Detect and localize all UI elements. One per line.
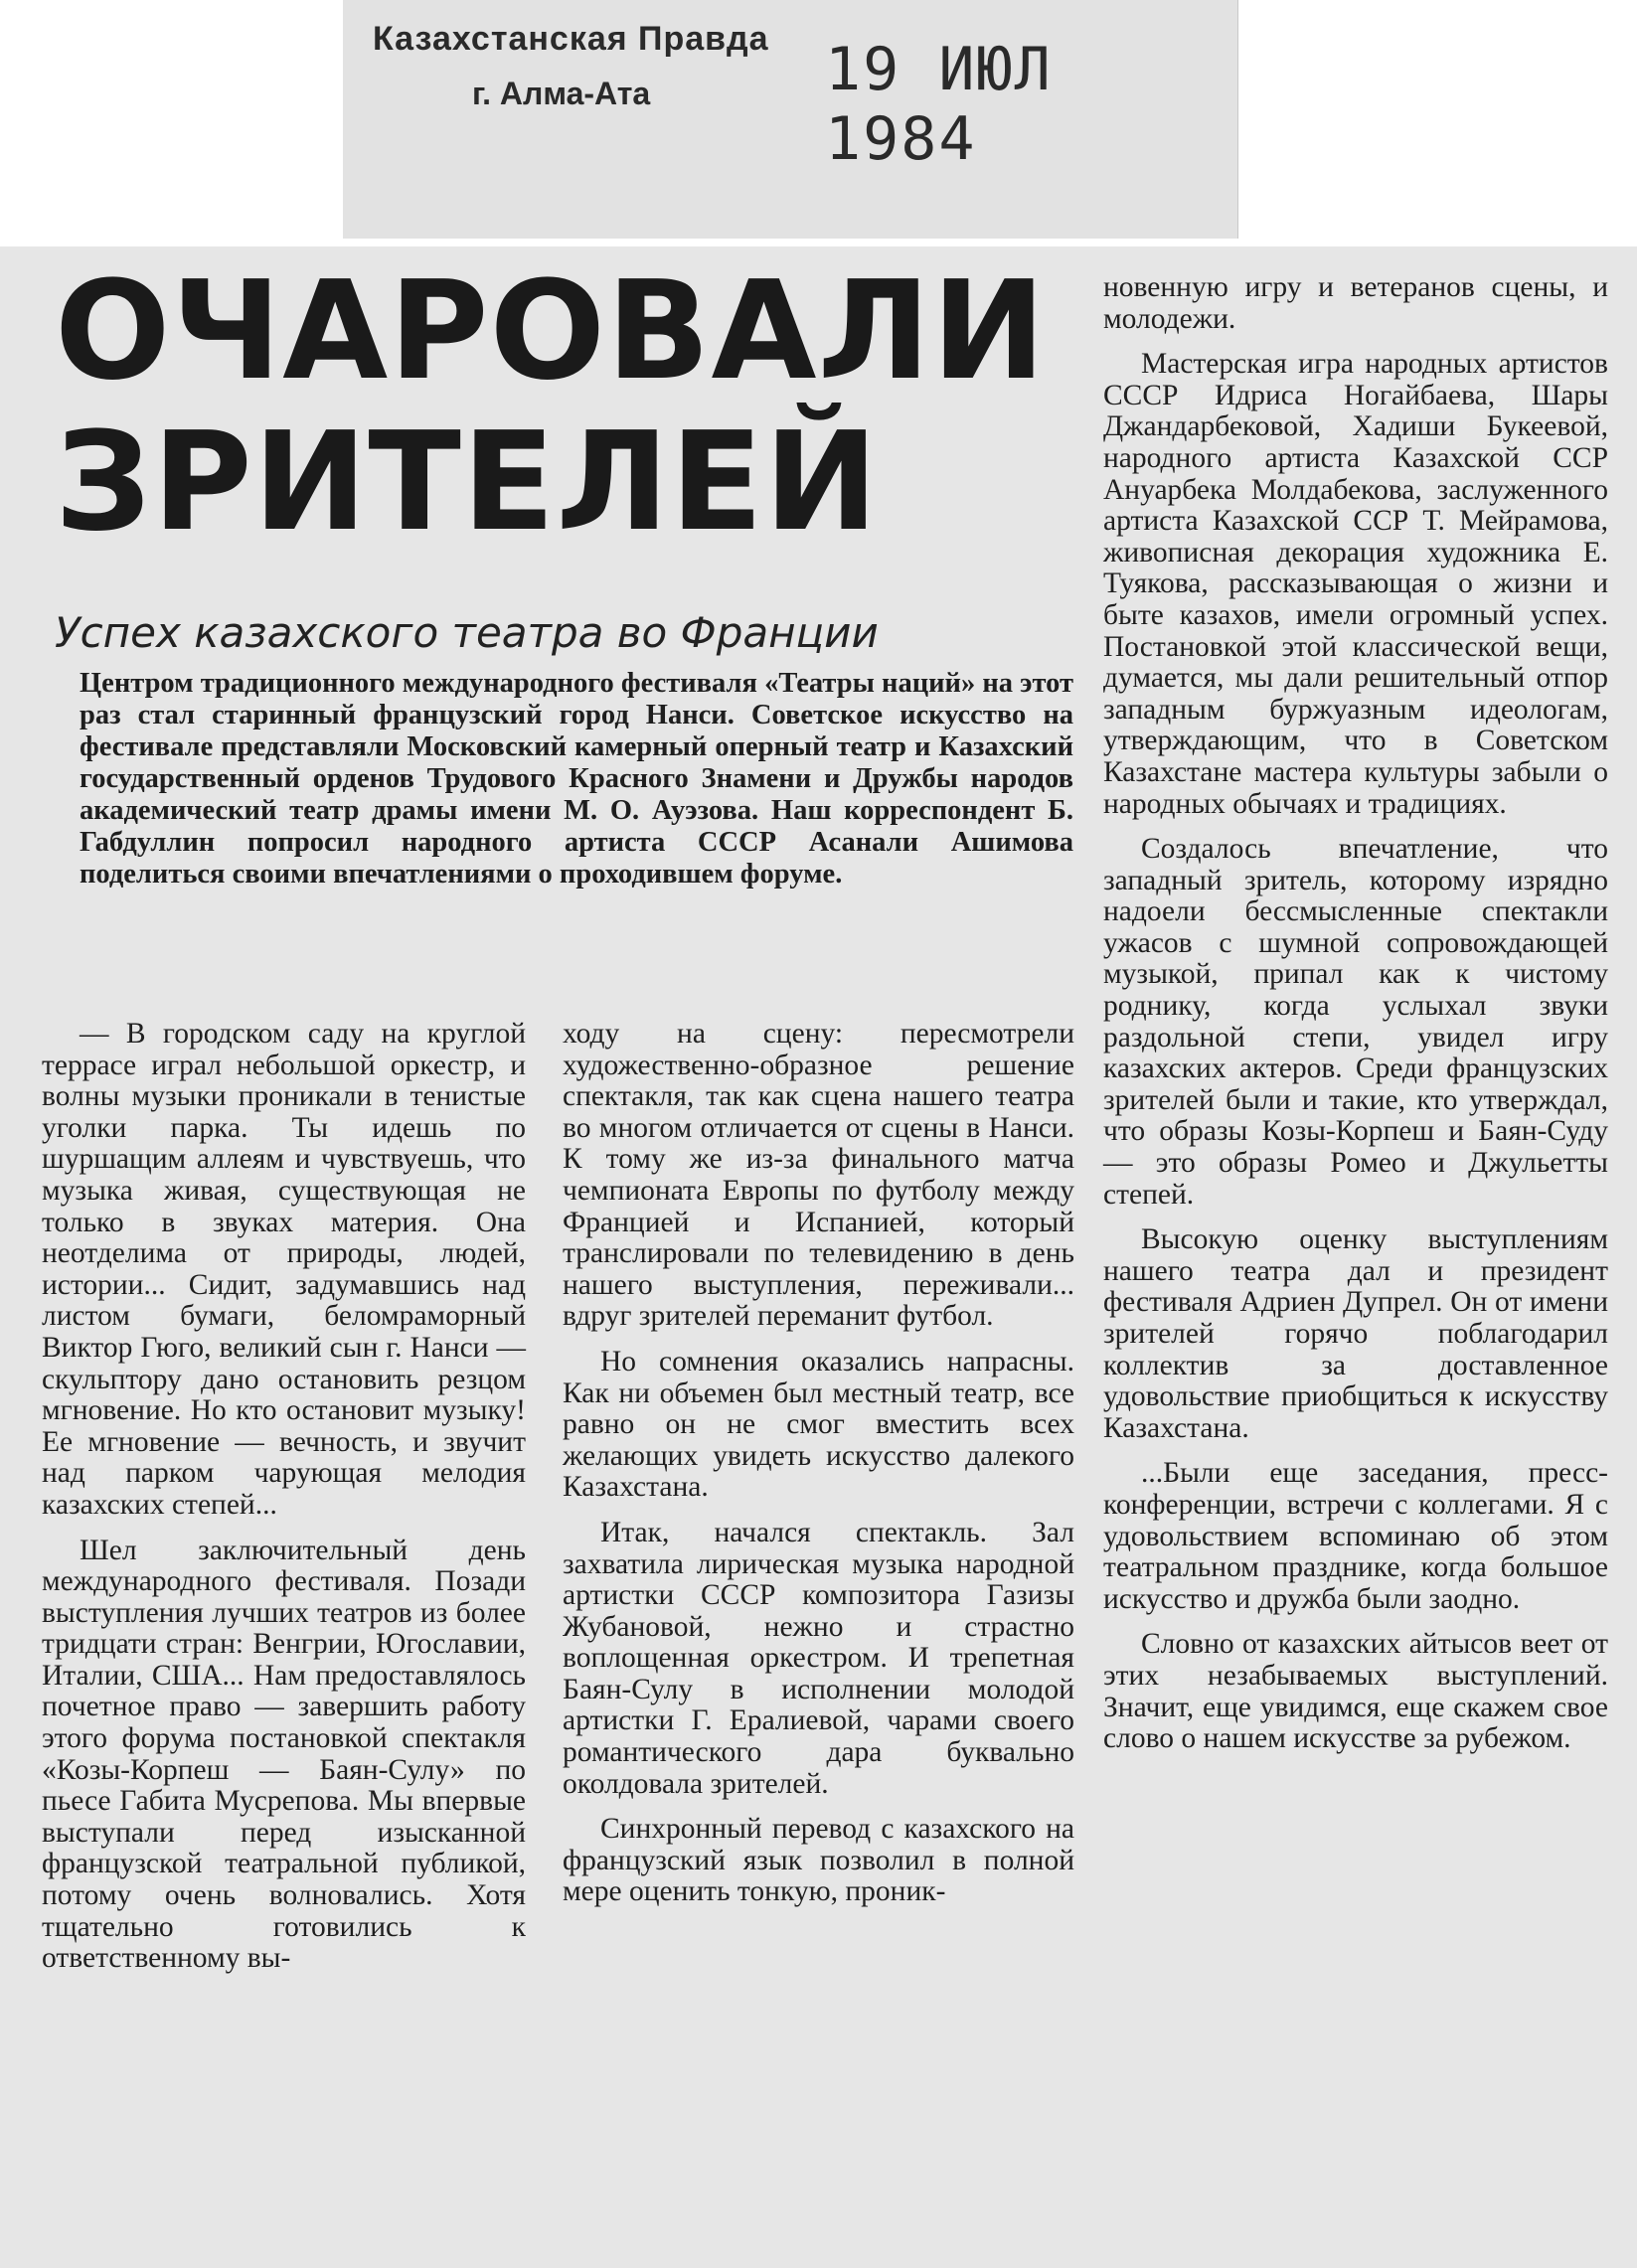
- article-headline: ОЧАРОВАЛИ ЗРИТЕЛЕЙ: [55, 252, 1047, 562]
- paragraph: Создалось впечатление, что западный зритель, которому изрядно надоели бессмысленные спектакли ужасов с шумной сопровождающей музыкой, припал как к чистому роднику, когда услыхал звуки раздольной степи, увидел игру казахских актеров. Среди французских зрителей были и такие, кто утверждал, что образы Козы-Корпеш и Баян-Суду — это образы Ромео и Джульетты степей.: [1103, 833, 1608, 1211]
- article-column-1: [42, 1019, 526, 1989]
- paragraph: Шел заключительный день международного фестиваля. Позади выступления лучших театров из более тридцати стран: Венгрии, Югославии, Италии, США... Нам предоставлялось почетное право — завершить работу этого форума постановкой спектакля «Козы-Корпеш — Баян-Сулу» по пьесе Габита Мусрепова. Мы впервые выступали перед изысканной французской театральной публикой, потому очень волновались. Хотя тщательно готовились к ответственному вы-: [42, 1534, 526, 1975]
- paragraph: ...Были еще заседания, пресс-конференции, встречи с коллегами. Я с удовольствием вспоминаю об этом театральном празднике, когда большое искусство и дружба были заодно.: [1103, 1457, 1608, 1615]
- newspaper-name: Казахстанская Правда: [373, 20, 769, 58]
- newspaper-city: г. Алма-Ата: [472, 76, 651, 111]
- paragraph: Словно от казахских айтысов веет от этих незабываемых выступлений. Значит, еще увидимся, еще скажем свое слово о нашем искусстве за рубежом.: [1103, 1628, 1608, 1755]
- paragraph: ходу на сцену: пересмотрели художественно-образное решение спектакля, так как сцена нашего театра во многом отличается от сцены в Нанси. К тому же из-за финального матча чемпионата Европы по футболу между Францией и Испанией, который транслировали по телевидению в день нашего выступления, переживали... вдруг зрителей переманит футбол.: [563, 1018, 1074, 1333]
- article-lead: Центром традиционного международного фестиваля «Театры наций» на этот раз стал старинный французский город Нанси. Советское искусство на фестивале представляли Московский камерный оперный театр и Казахский государственный орденов Трудового Красного Знамени и Дружбы народов академический театр драмы имени М. О. Ауэзова. Наш корреспондент Б. Габдуллин попросил народного артиста СССР Асанали Ашимова поделиться своими впечатлениями о проходившем форуме.: [80, 668, 1073, 890]
- article-column-3: [1103, 272, 1608, 1769]
- paragraph: Мастерская игра народных артистов СССР Идриса Ногайбаева, Шары Джандарбековой, Хадиши Букеевой, народного артиста Казахской ССР Ануарбека Молдабекова, заслуженного артиста Казахской ССР Т. Мейрамова, живописная декорация художника Е. Туякова, рассказывающая о жизни и быте казахов, имели огромный успех. Постановкой этой классической вещи, думается, мы дали решительный отпор западным буржуазным идеологам, утверждающим, что в Советском Казахстане мастера культуры забыли о народных обычаях и традициях.: [1103, 348, 1608, 820]
- paragraph: Итак, начался спектакль. Зал захватила лирическая музыка народной артистки СССР композитора Газизы Жубановой, нежно и страстно воплощенная оркестром. И трепетная Баян-Сулу в исполнении молодой артистки Г. Ералиевой, чарами своего романтического дара буквально околдовала зрителей.: [563, 1516, 1074, 1800]
- paragraph: Высокую оценку выступлениям нашего театра дал и президент фестиваля Адриен Дупрел. Он от имени зрителей горячо поблагодарил коллектив за доставленное удовольствие приобщиться к искусству Казахстана.: [1103, 1223, 1608, 1444]
- article-subheadline: Успех казахского театра во Франции: [55, 608, 879, 657]
- paragraph: Но сомнения оказались напрасны. Как ни объемен был местный театр, все равно он не смог вместить всех желающих увидеть искусство далекого Казахстана.: [563, 1345, 1074, 1504]
- article-column-2: [563, 1019, 1074, 1922]
- paragraph: — В городском саду на круглой террасе играл небольшой оркестр, и волны музыки проникали в тенистые уголки парка. Ты идешь по шуршащим аллеям и чувствуешь, что музыка живая, существующая не только в звуках материя. Она неотделима от природы, людей, истории... Сидит, задумавшись над листом бумаги, беломраморный Виктор Гюго, великий сын г. Нанси — скульптору дано остановить резцом мгновение. Но кто остановит музыку! Ее мгновение — вечность, и звучит над парком чарующая мелодия казахских степей...: [42, 1018, 526, 1521]
- paragraph: Синхронный перевод с казахского на французский язык позволил в полной мере оценить тонкую, проник-: [563, 1813, 1074, 1908]
- paragraph: новенную игру и ветеранов сцены, и молодежи.: [1103, 271, 1608, 335]
- newspaper-stamp: [343, 0, 1238, 239]
- issue-date: 19 ИЮЛ 1984: [825, 35, 1053, 174]
